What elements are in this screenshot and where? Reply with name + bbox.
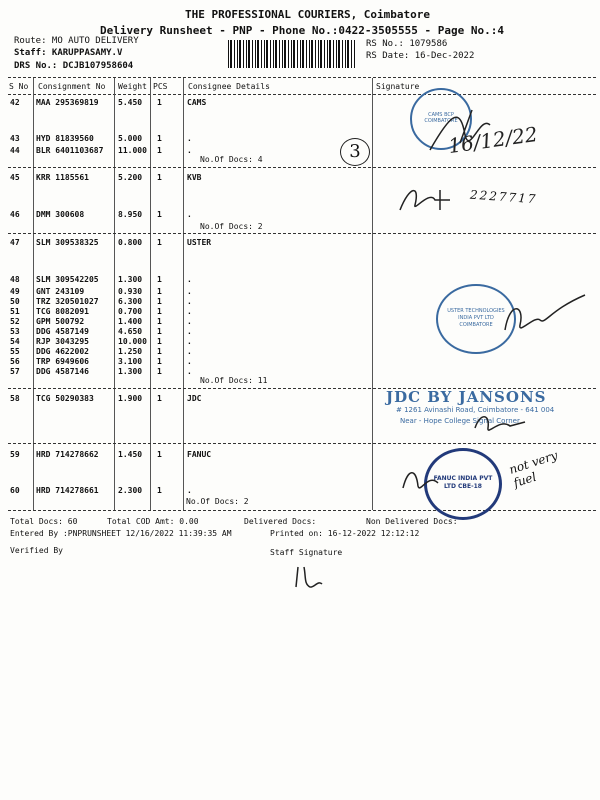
company-title: THE PROFESSIONAL COURIERS, Coimbatore xyxy=(185,8,431,21)
row-weight: 11.000 xyxy=(118,146,147,155)
row-weight: 0.930 xyxy=(118,287,143,296)
row-consignee: JDC xyxy=(187,394,202,403)
cams-stamp: CAMS BCP COIMBATORE xyxy=(410,88,472,150)
col-header-consignment: Consignment No xyxy=(38,82,106,91)
delivered-docs: Delivered Docs: xyxy=(244,517,317,526)
row-pcs: 1 xyxy=(157,450,162,459)
row-sno: 45 xyxy=(10,173,20,182)
rs-date: RS Date: 16-Dec-2022 xyxy=(366,51,475,61)
row-pcs: 1 xyxy=(157,337,162,346)
row-consignment-no: DDG 4587146 xyxy=(36,367,89,376)
total-cod-amount: Total COD Amt: 0.00 xyxy=(107,517,199,526)
row-pcs: 1 xyxy=(157,307,162,316)
row-weight: 3.100 xyxy=(118,357,143,366)
row-consignment-no: MAA 295369819 xyxy=(36,98,99,107)
row-pcs: 1 xyxy=(157,146,162,155)
uster-stamp: USTER TECHNOLOGIES INDIA PVT LTD COIMBATORE xyxy=(436,284,516,354)
row-pcs: 1 xyxy=(157,238,162,247)
row-weight: 5.200 xyxy=(118,173,143,182)
row-consignment-no: KRR 1185561 xyxy=(36,173,89,182)
row-weight: 0.800 xyxy=(118,238,143,247)
col-sep-4 xyxy=(183,78,184,510)
row-sno: 58 xyxy=(10,394,20,403)
fanuc-handwritten-note: not very fuel xyxy=(507,448,560,491)
doc-count-fanuc: No.Of Docs: 2 xyxy=(186,497,249,506)
row-pcs: 1 xyxy=(157,210,162,219)
row-consignee: . xyxy=(187,367,192,376)
row-consignee: . xyxy=(187,337,192,346)
row-consignee: KVB xyxy=(187,173,202,182)
header-divider xyxy=(8,77,596,78)
row-consignee: . xyxy=(187,134,192,143)
row-pcs: 1 xyxy=(157,367,162,376)
row-consignee: . xyxy=(187,287,192,296)
row-consignee: . xyxy=(187,357,192,366)
row-weight: 1.400 xyxy=(118,317,143,326)
row-pcs: 1 xyxy=(157,134,162,143)
staff-signature-label: Staff Signature xyxy=(270,548,343,557)
row-consignment-no: TCG 8082091 xyxy=(36,307,89,316)
row-weight: 5.000 xyxy=(118,134,143,143)
group-divider-4 xyxy=(8,443,596,444)
row-sno: 44 xyxy=(10,146,20,155)
barcode xyxy=(228,40,356,68)
row-consignee: . xyxy=(187,486,192,495)
row-weight: 2.300 xyxy=(118,486,143,495)
col-header-sno: S No xyxy=(9,82,29,91)
handwritten-date: 16/12/22 xyxy=(446,121,540,159)
row-sno: 51 xyxy=(10,307,20,316)
row-consignment-no: GPM 500792 xyxy=(36,317,85,326)
row-consignee: . xyxy=(187,327,192,336)
col-sep-5 xyxy=(372,78,373,510)
kvb-signature-number: 2227717 xyxy=(469,187,538,207)
jdc-stamp-address-2: Near - Hope College Signal Corner xyxy=(400,417,520,425)
row-consignment-no: GNT 243109 xyxy=(36,287,85,296)
fanuc-signature xyxy=(398,458,448,498)
staff-label: Staff: KARUPPASAMY.V xyxy=(14,48,123,58)
row-consignee: . xyxy=(187,146,192,155)
jdc-stamp-address-1: # 1261 Avinashi Road, Coimbatore - 641 004 xyxy=(396,406,555,414)
row-pcs: 1 xyxy=(157,394,162,403)
row-consignee: . xyxy=(187,317,192,326)
group-divider-1 xyxy=(8,167,596,168)
uster-signature xyxy=(500,290,590,345)
row-sno: 60 xyxy=(10,486,20,495)
row-consignment-no: TCG 50290383 xyxy=(36,394,94,403)
row-weight: 1.900 xyxy=(118,394,143,403)
row-consignee: . xyxy=(187,275,192,284)
row-sno: 56 xyxy=(10,357,20,366)
row-consignment-no: RJP 3043295 xyxy=(36,337,89,346)
row-sno: 53 xyxy=(10,327,20,336)
row-consignment-no: HYD 81839560 xyxy=(36,134,94,143)
doc-count-kvb: No.Of Docs: 2 xyxy=(200,222,263,231)
row-sno: 57 xyxy=(10,367,20,376)
row-weight: 4.650 xyxy=(118,327,143,336)
col-sep-1 xyxy=(33,78,34,510)
row-consignment-no: TRP 6949606 xyxy=(36,357,89,366)
row-consignee: . xyxy=(187,297,192,306)
drs-number: DRS No.: DCJB107958604 xyxy=(14,61,134,71)
row-pcs: 1 xyxy=(157,486,162,495)
row-weight: 10.000 xyxy=(118,337,147,346)
row-pcs: 1 xyxy=(157,297,162,306)
row-consignment-no: SLM 309542205 xyxy=(36,275,99,284)
row-consignment-no: BLR 6401103687 xyxy=(36,146,104,155)
row-pcs: 1 xyxy=(157,98,162,107)
row-pcs: 1 xyxy=(157,357,162,366)
row-pcs: 1 xyxy=(157,327,162,336)
row-pcs: 1 xyxy=(157,287,162,296)
group-divider-5 xyxy=(8,510,596,511)
row-consignment-no: DDG 4587149 xyxy=(36,327,89,336)
jdc-stamp-name: JDC BY JANSONS xyxy=(386,388,547,406)
row-sno: 48 xyxy=(10,275,20,284)
handwritten-circled-number: 3 xyxy=(340,138,370,166)
row-consignee: FANUC xyxy=(187,450,212,459)
col-header-consignee: Consignee Details xyxy=(188,82,270,91)
row-weight: 6.300 xyxy=(118,297,143,306)
row-weight: 0.700 xyxy=(118,307,143,316)
row-consignee: USTER xyxy=(187,238,212,247)
row-weight: 1.300 xyxy=(118,275,143,284)
row-consignment-no: DMM 300608 xyxy=(36,210,85,219)
row-sno: 43 xyxy=(10,134,20,143)
row-sno: 49 xyxy=(10,287,20,296)
route-label: Route: MO AUTO DELIVERY xyxy=(14,36,139,46)
row-sno: 59 xyxy=(10,450,20,459)
rs-number: RS No.: 1079586 xyxy=(366,39,448,49)
row-sno: 52 xyxy=(10,317,20,326)
col-header-pcs: PCS xyxy=(153,82,168,91)
row-sno: 47 xyxy=(10,238,20,247)
group-divider-2 xyxy=(8,233,596,234)
row-weight: 5.450 xyxy=(118,98,143,107)
row-sno: 50 xyxy=(10,297,20,306)
row-sno: 46 xyxy=(10,210,20,219)
row-consignment-no: SLM 309538325 xyxy=(36,238,99,247)
row-sno: 55 xyxy=(10,347,20,356)
staff-signature xyxy=(290,562,330,592)
row-consignee: . xyxy=(187,347,192,356)
total-docs: Total Docs: 60 xyxy=(10,517,78,526)
col-header-signature: Signature xyxy=(376,82,420,91)
row-sno: 54 xyxy=(10,337,20,346)
row-weight: 1.300 xyxy=(118,367,143,376)
doc-count-uster: No.Of Docs: 11 xyxy=(200,376,268,385)
verified-by: Verified By xyxy=(10,546,63,555)
row-consignee: CAMS xyxy=(187,98,207,107)
row-pcs: 1 xyxy=(157,173,162,182)
row-consignee: . xyxy=(187,307,192,316)
row-consignee: . xyxy=(187,210,192,219)
row-weight: 8.950 xyxy=(118,210,143,219)
entered-by: Entered By :PNPRUNSHEET 12/16/2022 11:39:35 AM xyxy=(10,529,232,538)
kvb-signature-scribble xyxy=(395,180,475,220)
row-consignment-no: HRD 714278662 xyxy=(36,450,99,459)
row-sno: 42 xyxy=(10,98,20,107)
row-consignment-no: HRD 714278661 xyxy=(36,486,99,495)
row-weight: 1.450 xyxy=(118,450,143,459)
row-consignment-no: TRZ 320501027 xyxy=(36,297,99,306)
col-sep-2 xyxy=(114,78,115,510)
col-sep-3 xyxy=(150,78,151,510)
row-weight: 1.250 xyxy=(118,347,143,356)
jdc-signature xyxy=(470,408,530,438)
row-pcs: 1 xyxy=(157,347,162,356)
non-delivered-docs: Non Delivered Docs: xyxy=(366,517,458,526)
printed-on: Printed on: 16-12-2022 12:12:12 xyxy=(270,529,420,538)
row-consignment-no: DDG 4622002 xyxy=(36,347,89,356)
row-pcs: 1 xyxy=(157,275,162,284)
runsheet-subtitle: Delivery Runsheet - PNP - Phone No.:0422-3505555 - Page No.:4 xyxy=(100,24,504,37)
row-pcs: 1 xyxy=(157,317,162,326)
doc-count-cams: No.Of Docs: 4 xyxy=(200,155,263,164)
col-header-weight: Weight xyxy=(118,82,147,91)
fanuc-stamp: FANUC INDIA PVT LTD CBE-18 xyxy=(424,448,502,520)
